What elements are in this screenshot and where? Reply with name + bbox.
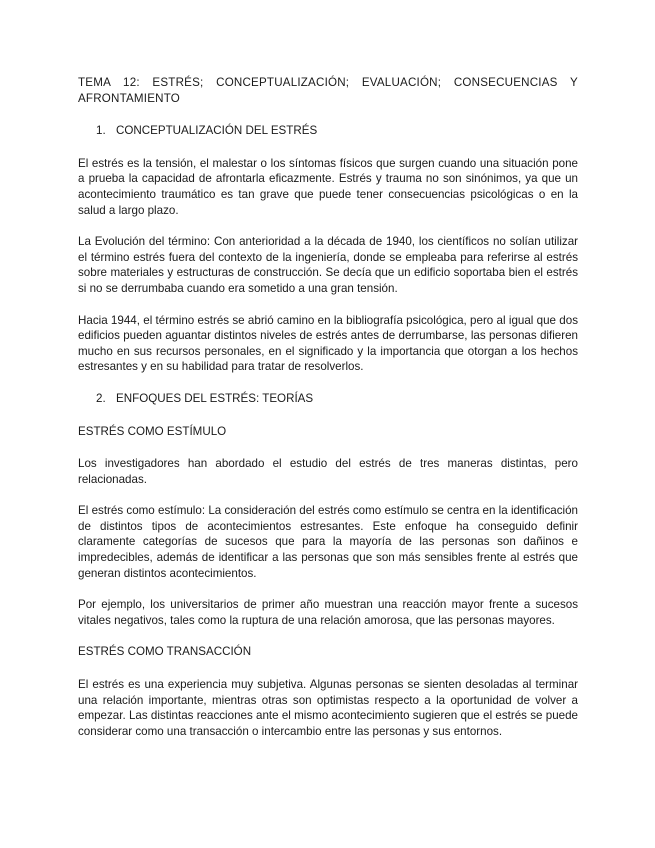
paragraph: Por ejemplo, los universitarios de primer año muestran una reacción mayor frente a sucesos vitales negativos, tales como la ruptura de una relación amorosa, que las personas mayores. bbox=[78, 598, 578, 627]
paragraph: El estrés es la tensión, el malestar o los síntomas físicos que surgen cuando una situación pone a prueba la capacidad de afrontarla eficazmente. Estrés y trauma no son sinónimos, ya que un acontecimiento traumático es tan grave que puede tener consecuencias psicológicas o en la salud a largo plazo. bbox=[78, 156, 578, 217]
paragraph: Hacia 1944, el término estrés se abrió camino en la bibliografía psicológica, pero al igual que dos edificios pueden aguantar distintos niveles de estrés antes de derrumbarse, las personas difieren mucho en sus recursos personales, en el significado y la importancia que otorgan a los hechos estresantes y en su habilidad para tratar de resolverlos. bbox=[78, 313, 578, 374]
section-number: 1. bbox=[96, 124, 106, 138]
paragraph: El estrés como estímulo: La consideración del estrés como estímulo se centra en la identificación de distintos tipos de acontecimientos estresantes. Este enfoque ha conseguido definir claramente categorías de sucesos que para la mayoría de las personas son dañinos e impredecibles, además de identificar a las personas que son más sensibles frente al estrés que generan distintos acontecimientos. bbox=[78, 504, 578, 580]
section-title: ENFOQUES DEL ESTRÉS: TEORÍAS bbox=[116, 391, 314, 405]
section-heading-enfoques bbox=[78, 391, 578, 407]
section-number: 2. bbox=[96, 391, 106, 405]
paragraph: Los investigadores han abordado el estudio del estrés de tres maneras distintas, pero relacionadas. bbox=[78, 457, 578, 486]
document-page bbox=[78, 75, 578, 755]
subheading-transaccion: ESTRÉS COMO TRANSACCIÓN bbox=[78, 645, 252, 659]
section-heading-conceptualizacion bbox=[78, 123, 578, 139]
paragraph: El estrés es una experiencia muy subjetiva. Algunas personas se sienten desoladas al terminar una relación importante, mientras otras son optimistas respecto a la oportunidad de volver a empezar. Las distintas reacciones ante el mismo acontecimiento sugieren que el estrés se puede considerar como una transacción o intercambio entre las personas y sus entornos. bbox=[78, 678, 578, 738]
document-title: TEMA 12: ESTRÉS; CONCEPTUALIZACIÓN; EVALUACIÓN; CONSECUENCIAS Y AFRONTAMIENTO bbox=[78, 76, 578, 105]
subheading-estimulo: ESTRÉS COMO ESTÍMULO bbox=[78, 424, 227, 438]
section-title: CONCEPTUALIZACIÓN DEL ESTRÉS bbox=[116, 124, 318, 138]
paragraph: La Evolución del término: Con anterioridad a la década de 1940, los científicos no solían utilizar el término estrés fuera del contexto de la ingeniería, donde se empleaba para referirse al estrés sobre materiales y estructuras de construcción. Se decía que un edificio soportaba bien el estrés si no se derrumbaba cuando era sometido a una gran tensión. bbox=[78, 235, 578, 295]
